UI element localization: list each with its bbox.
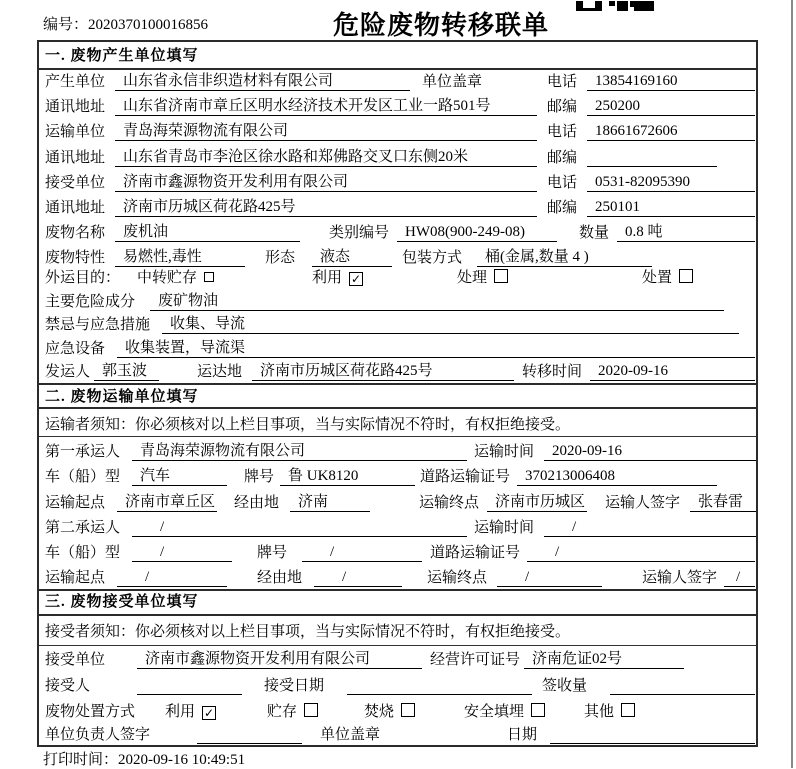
checkbox-disposal-incinerate-label: 焚烧 — [364, 704, 395, 720]
checkbox-utilize-checked-box: ✓ — [350, 272, 362, 286]
producer-unit-value: 山东省永信非织造材料有限公司 — [115, 72, 410, 91]
endpoint2-label: 运输终点 — [427, 570, 488, 586]
endpoint2-value: / — [497, 568, 602, 587]
via-value: 济南 — [290, 493, 370, 512]
divider-under-section3-header — [39, 614, 756, 616]
checkbox-disposal-other — [584, 702, 635, 722]
transport-date-label: 运输时间 — [474, 444, 535, 460]
section-1-title: 一. 废物产生单位填写 — [45, 48, 199, 64]
responsible-signature-row — [39, 725, 756, 746]
transporter-unit-row — [39, 122, 756, 143]
producer-address-value: 山东省济南市章丘区明水经济技术开发区工业一路501号 — [115, 97, 537, 116]
serial-label: 编号： — [43, 17, 89, 33]
seal-date-value — [550, 725, 755, 744]
transport-date-value: 2020-09-16 — [544, 442, 756, 461]
producer-unit-row — [39, 72, 756, 93]
checkbox-treat — [457, 268, 508, 288]
producer-seal-label: 单位盖章 — [422, 74, 483, 90]
road-permit2-label: 道路运输证号 — [430, 545, 521, 561]
vehicle2-row — [39, 543, 756, 564]
receiver-phone-value: 0531-82095390 — [587, 173, 755, 192]
plate-label: 牌号 — [244, 469, 275, 485]
receive-date-label: 接受日期 — [264, 678, 325, 694]
checkbox-disposal-landfill-box — [531, 703, 545, 717]
receiver-address-value: 济南市历城区荷花路425号 — [115, 198, 537, 217]
hazardous-component-value: 废矿物油 — [150, 292, 724, 311]
transporter-notice: 运输者须知：你必须核对以上栏目事项，当与实际情况不符时，有权拒绝接受。 — [45, 417, 571, 433]
road-permit-value: 370213006408 — [517, 467, 717, 486]
emergency-measures-value: 收集、导流 — [162, 315, 739, 334]
transport-date2-label: 运输时间 — [474, 520, 535, 536]
waste-property-value: 易燃性,毒性 — [115, 248, 245, 267]
first-carrier-value: 青岛海荣源物流有限公司 — [132, 442, 467, 461]
transporter-unit-value: 青岛海荣源物流有限公司 — [115, 122, 537, 141]
serial-value: 2020370100016856 — [88, 17, 209, 33]
checkbox-transit-storage-box — [204, 272, 214, 282]
section-1-header — [39, 46, 756, 67]
road-permit-label: 道路运输证号 — [420, 469, 511, 485]
waste-property-label: 废物特性 — [45, 250, 106, 266]
producer-address-label: 通讯地址 — [45, 99, 106, 115]
transporter-zip-label: 邮编 — [547, 150, 578, 166]
receive-person-row — [39, 676, 756, 697]
receiver-zip-value: 250101 — [587, 198, 755, 217]
waste-code-label: 类别编号 — [329, 225, 390, 241]
checkbox-disposal-landfill — [464, 702, 545, 722]
disposal-method-row — [39, 702, 756, 723]
carrier-signature-value: 张春雷 — [690, 493, 756, 512]
receive-person-value — [137, 676, 242, 695]
receive-person-label: 接受人 — [45, 678, 91, 694]
waste-form-value: 液态 — [312, 248, 392, 267]
origin-value: 济南市章丘区 — [117, 493, 217, 512]
receive-date-value — [347, 676, 532, 695]
packaging-value: 桶(金属,数量 4 ) — [477, 248, 652, 267]
road-permit2-value: / — [527, 543, 755, 562]
checkbox-disposal-utilize-label: 利用 — [165, 704, 196, 720]
waste-name-label: 废物名称 — [45, 225, 106, 241]
receiver-zip-label: 邮编 — [547, 200, 578, 216]
transporter-address-value: 山东省青岛市李沧区徐水路和郑佛路交叉口东侧20米 — [115, 148, 537, 167]
checkbox-utilize-label: 利用 — [312, 270, 343, 286]
packaging-label: 包装方式 — [402, 250, 463, 266]
waste-code-value: HW08(900-249-08) — [397, 223, 557, 242]
transfer-purpose-label: 外运目的： — [45, 270, 121, 286]
plate-value: 鲁 UK8120 — [280, 467, 415, 486]
second-carrier-label: 第二承运人 — [45, 520, 121, 536]
section-3-header — [39, 592, 756, 613]
waste-property-row — [39, 248, 756, 269]
received-quantity-label: 签收量 — [542, 678, 588, 694]
responsible-signature-value — [197, 725, 302, 744]
checkbox-disposal-incinerate-box — [401, 703, 415, 717]
page-title: 危险废物转移联单 — [333, 11, 550, 40]
page-edge-line — [791, 0, 793, 768]
divider-under-section1-header — [39, 68, 756, 70]
checkbox-disposal-utilize-checked-box: ✓ — [203, 706, 215, 720]
waste-quantity-value: 0.8 吨 — [617, 223, 755, 242]
waste-name-row — [39, 223, 756, 244]
checkbox-treat-box — [494, 269, 508, 283]
second-carrier-value: / — [132, 518, 467, 537]
divider-under-transporter-notice — [39, 436, 756, 437]
first-carrier-label: 第一承运人 — [45, 444, 121, 460]
checkbox-disposal-landfill-label: 安全填埋 — [464, 704, 525, 720]
vehicle-type-label: 车（船）型 — [45, 469, 121, 485]
emergency-measures-label: 禁忌与应急措施 — [45, 317, 151, 333]
carrier-signature2-label: 运输人签字 — [642, 570, 718, 586]
serial-number — [43, 13, 208, 34]
transporter-address-label: 通讯地址 — [45, 150, 106, 166]
disposal-method-label: 废物处置方式 — [45, 704, 136, 720]
transfer-date-value: 2020-09-16 — [590, 362, 755, 381]
vehicle-row — [39, 467, 756, 488]
section-2-header — [39, 387, 756, 408]
vehicle-type-value: 汽车 — [132, 467, 227, 486]
producer-phone-label: 电话 — [547, 74, 578, 90]
receive-unit-row — [39, 650, 756, 671]
waste-name-value: 废机油 — [115, 223, 300, 242]
transporter-notice-row — [39, 415, 756, 436]
checkbox-treat-label: 处理 — [457, 270, 488, 286]
route2-row — [39, 568, 756, 589]
vehicle-type2-value: / — [132, 543, 232, 562]
emergency-equipment-value: 收集装置，导流渠 — [117, 339, 755, 358]
transporter-unit-label: 运输单位 — [45, 124, 106, 140]
form-box — [37, 40, 758, 747]
divider-under-receiver-notice — [39, 645, 756, 646]
transport-date2-value: / — [544, 518, 756, 537]
producer-address-row — [39, 97, 756, 118]
waste-quantity-label: 数量 — [579, 225, 610, 241]
carrier-signature2-value: / — [724, 568, 755, 587]
via-label: 经由地 — [234, 495, 280, 511]
via2-label: 经由地 — [257, 570, 303, 586]
unit-seal-label: 单位盖章 — [320, 727, 381, 743]
print-time-value: 2020-09-16 10:49:51 — [118, 752, 246, 768]
emergency-equipment-label: 应急设备 — [45, 341, 106, 357]
consignor-row — [39, 362, 756, 383]
transporter-phone-value: 18661672606 — [587, 122, 755, 141]
checkbox-disposal-incinerate — [364, 702, 415, 722]
checkbox-transit-storage — [137, 268, 214, 288]
responsible-signature-label: 单位负责人签字 — [45, 727, 151, 743]
transporter-address-row — [39, 148, 756, 169]
transporter-phone-label: 电话 — [547, 124, 578, 140]
hazardous-component-row — [39, 292, 756, 313]
producer-zip-value: 250200 — [587, 97, 755, 116]
checkbox-disposal-other-label: 其他 — [584, 704, 615, 720]
divider-above-section3-header — [39, 589, 756, 591]
checkbox-disposal-utilize — [165, 702, 216, 722]
checkbox-dispose — [642, 268, 693, 288]
origin2-label: 运输起点 — [45, 570, 106, 586]
receive-unit-label: 接受单位 — [45, 652, 106, 668]
via2-value: / — [314, 568, 402, 587]
print-time-label: 打印时间： — [43, 752, 119, 768]
receiver-notice: 接受者须知：你必须核对以上栏目事项，当与实际情况不符时，有权拒绝接受。 — [45, 624, 571, 640]
checkbox-disposal-store-box — [304, 703, 318, 717]
plate2-value: / — [302, 543, 422, 562]
seal-date-label: 日期 — [507, 727, 538, 743]
print-time — [43, 748, 245, 769]
transporter-zip-value — [587, 148, 717, 167]
vehicle-type2-label: 车（船）型 — [45, 545, 121, 561]
consignor-label: 发运人 — [45, 364, 91, 380]
receiver-notice-row — [39, 622, 756, 643]
waste-form-label: 形态 — [265, 250, 296, 266]
receiver-address-label: 通讯地址 — [45, 200, 106, 216]
divider-above-section2-header — [39, 383, 756, 385]
license-label: 经营许可证号 — [430, 652, 521, 668]
checkbox-disposal-store-label: 贮存 — [267, 704, 298, 720]
origin-label: 运输起点 — [45, 495, 106, 511]
receiver-phone-label: 电话 — [547, 175, 578, 191]
route-row — [39, 493, 756, 514]
receive-unit-value: 济南市鑫源物资开发利用有限公司 — [137, 650, 422, 669]
checkbox-dispose-label: 处置 — [642, 270, 673, 286]
checkbox-transit-storage-label: 中转贮存 — [137, 270, 198, 286]
producer-phone-value: 13854169160 — [587, 72, 755, 91]
origin2-value: / — [117, 568, 227, 587]
section-3-title: 三. 废物接受单位填写 — [45, 594, 199, 610]
checkbox-utilize — [312, 268, 363, 288]
producer-zip-label: 邮编 — [547, 99, 578, 115]
checkbox-disposal-store — [267, 702, 318, 722]
carrier-signature-label: 运输人签字 — [605, 495, 681, 511]
qr-code-fragment — [576, 0, 654, 11]
receiver-unit-value: 济南市鑫源物资开发利用有限公司 — [115, 173, 537, 192]
checkbox-disposal-other-box — [621, 703, 635, 717]
emergency-equipment-row — [39, 339, 756, 360]
endpoint-label: 运输终点 — [419, 495, 480, 511]
second-carrier-row — [39, 518, 756, 539]
first-carrier-row — [39, 442, 756, 463]
plate2-label: 牌号 — [257, 545, 288, 561]
hazardous-component-label: 主要危险成分 — [45, 294, 136, 310]
section-2-title: 二. 废物运输单位填写 — [45, 389, 199, 405]
consignor-value: 郭玉波 — [94, 362, 159, 381]
producer-unit-label: 产生单位 — [45, 74, 106, 90]
destination-value: 济南市历城区荷花路425号 — [252, 362, 514, 381]
emergency-measures-row — [39, 315, 756, 336]
destination-label: 运达地 — [197, 364, 243, 380]
transfer-date-label: 转移时间 — [522, 364, 583, 380]
receiver-unit-row — [39, 173, 756, 194]
receiver-unit-label: 接受单位 — [45, 175, 106, 191]
endpoint-value: 济南市历城区 — [487, 493, 587, 512]
transfer-purpose-row — [39, 268, 756, 289]
received-quantity-value — [610, 676, 755, 695]
checkbox-dispose-box — [679, 269, 693, 283]
license-value: 济南危证02号 — [524, 650, 684, 669]
receiver-address-row — [39, 198, 756, 219]
